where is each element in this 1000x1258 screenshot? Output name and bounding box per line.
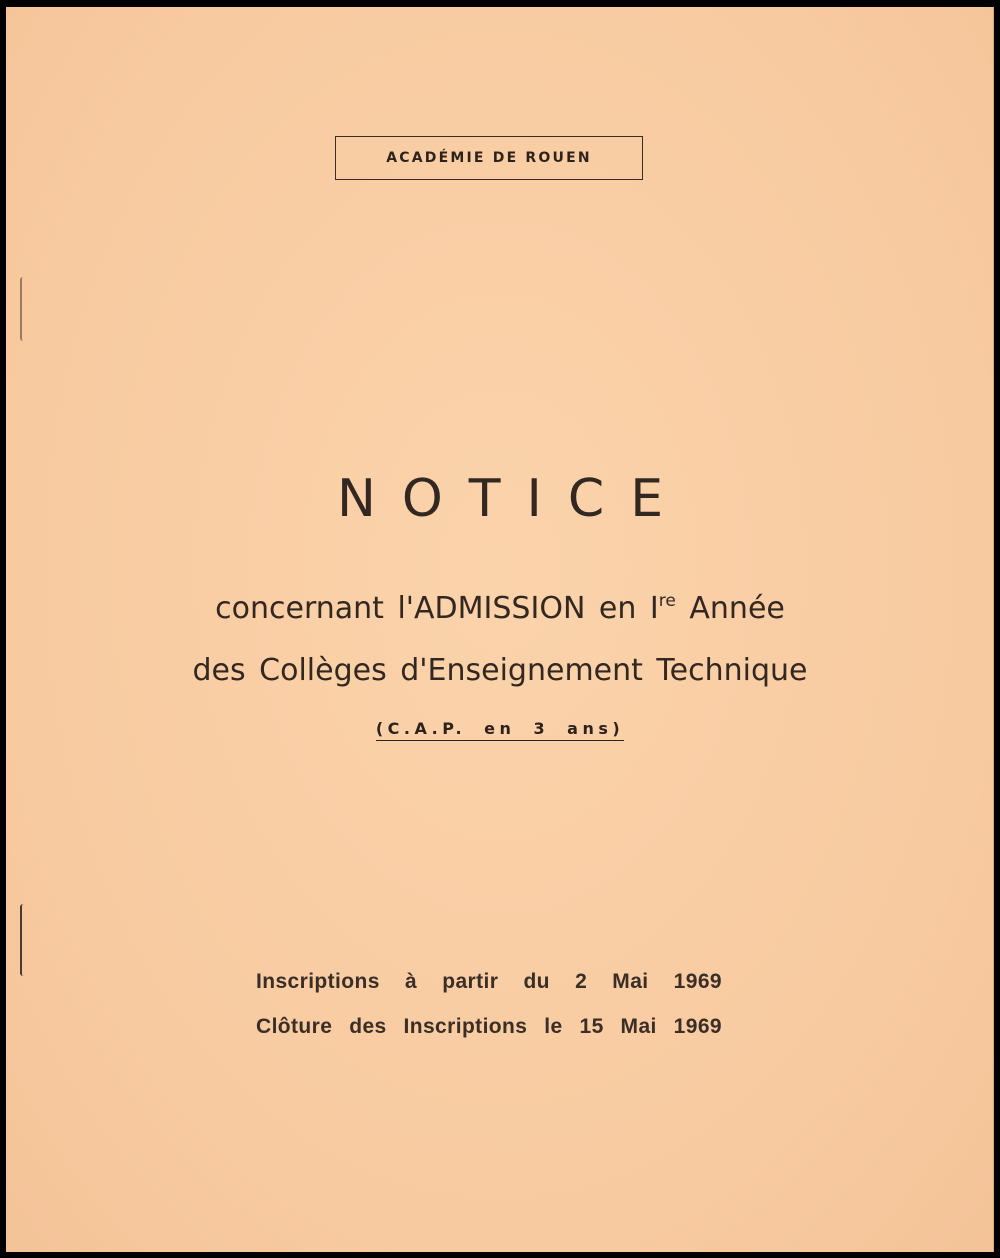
document-title: NOTICE	[336, 469, 690, 529]
subtitle-line-2: des Collèges d'Enseignement Technique	[192, 653, 808, 688]
academy-name: ACADÉMIE DE ROUEN	[386, 150, 592, 166]
inscriptions-close-date: Clôture des Inscriptions le 15 Mai 1969	[256, 1015, 722, 1038]
academy-header-box	[335, 136, 643, 180]
document-page	[6, 7, 994, 1252]
subtitle-line-1-end: Année	[675, 591, 785, 626]
cap-note: (C.A.P. en 3 ans)	[376, 719, 624, 741]
staple-mark	[20, 277, 26, 341]
staple-mark	[20, 904, 26, 976]
subtitle-line-1	[6, 591, 994, 626]
cap-note-wrapper	[6, 719, 994, 741]
ordinal-superscript: re	[658, 591, 676, 611]
inscriptions-open-date: Inscriptions à partir du 2 Mai 1969	[256, 970, 722, 993]
subtitle-line-1-text: concernant l'ADMISSION en I	[215, 591, 659, 626]
